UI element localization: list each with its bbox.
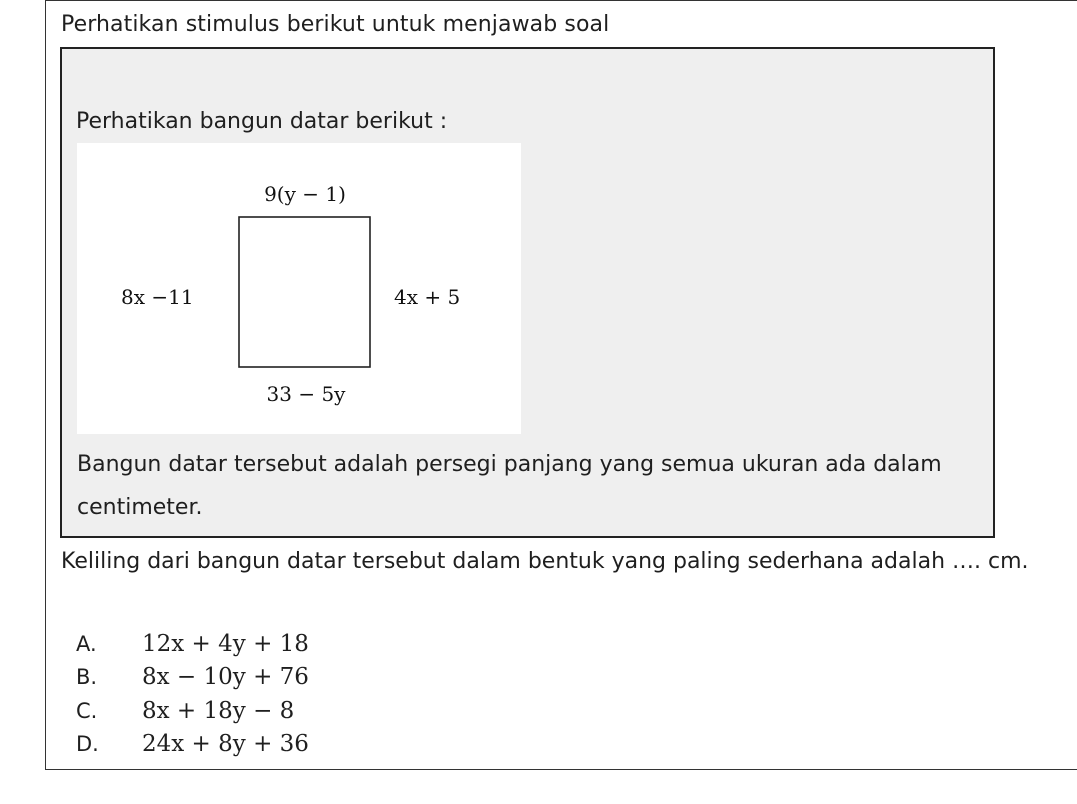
rectangle-figure — [77, 143, 521, 434]
bottom-side-label: 33 − 5y — [266, 382, 346, 406]
bottom-border — [45, 769, 1077, 770]
stimulus-title: Perhatikan bangun datar berikut : — [76, 109, 448, 134]
option-letter: D. — [76, 732, 99, 757]
option-c[interactable] — [76, 694, 309, 728]
option-letter: B. — [76, 665, 98, 690]
question-text: Keliling dari bangun datar tersebut dalam bentuk yang paling sederhana adalah …. cm. — [61, 549, 1029, 574]
option-expression: 8x + 18y − 8 — [142, 697, 295, 724]
option-expression: 12x + 4y + 18 — [142, 630, 309, 657]
intro-text: Perhatikan stimulus berikut untuk menjawab soal — [61, 12, 610, 37]
stimulus-note: Bangun datar tersebut adalah persegi panjang yang semua ukuran ada dalam centimeter. — [77, 452, 942, 520]
left-side-label: 8x −11 — [121, 285, 194, 309]
option-d[interactable] — [76, 728, 309, 762]
option-letter: C. — [76, 698, 98, 723]
right-side-label: 4x + 5 — [394, 285, 461, 309]
rectangle-shape — [239, 217, 370, 367]
option-expression: 24x + 8y + 36 — [142, 731, 309, 758]
option-a[interactable] — [76, 627, 309, 661]
option-b[interactable] — [76, 661, 309, 695]
top-side-label: 9(y − 1) — [264, 182, 346, 206]
option-expression: 8x − 10y + 76 — [142, 664, 309, 691]
option-letter: A. — [76, 631, 97, 656]
answer-options — [76, 627, 309, 761]
